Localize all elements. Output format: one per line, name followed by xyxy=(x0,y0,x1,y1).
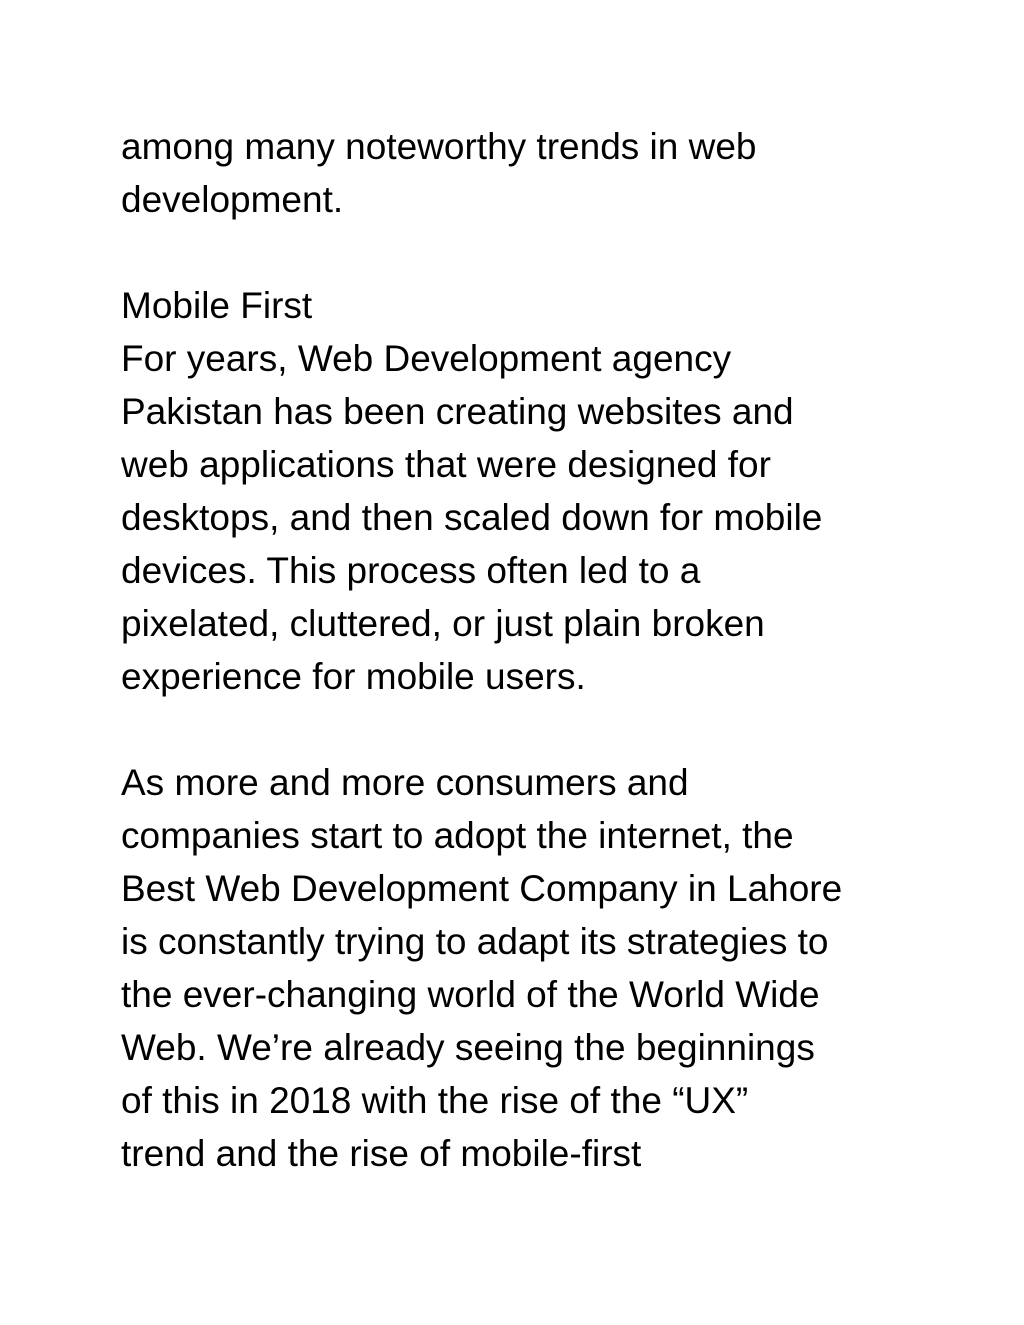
text-line: As more and more consumers and xyxy=(121,762,689,803)
paragraph-consumers xyxy=(121,756,921,1180)
section-heading: Mobile First xyxy=(121,285,313,326)
paragraph-spacer xyxy=(121,226,921,279)
text-line: among many noteworthy trends in web xyxy=(121,126,757,167)
text-line: desktops, and then scaled down for mobile xyxy=(121,497,823,538)
text-line: For years, Web Development agency xyxy=(121,338,732,379)
text-line: pixelated, cluttered, or just plain broken xyxy=(121,603,765,644)
text-line: Best Web Development Company in Lahore xyxy=(121,868,843,909)
text-line: devices. This process often led to a xyxy=(121,550,701,591)
text-line: Pakistan has been creating websites and xyxy=(121,391,794,432)
text-line: experience for mobile users. xyxy=(121,656,586,697)
text-line: trend and the rise of mobile-first xyxy=(121,1133,642,1174)
text-line: is constantly trying to adapt its strategies to xyxy=(121,921,829,962)
paragraph-spacer xyxy=(121,703,921,756)
text-line: of this in 2018 with the rise of the “UX” xyxy=(121,1080,749,1121)
text-line: development. xyxy=(121,179,344,220)
paragraph-mobile-first xyxy=(121,332,921,703)
text-line: the ever-changing world of the World Wide xyxy=(121,974,820,1015)
text-line: companies start to adopt the internet, the xyxy=(121,815,794,856)
text-line: web applications that were designed for xyxy=(121,444,771,485)
text-line: Web. We’re already seeing the beginnings xyxy=(121,1027,815,1068)
document-body xyxy=(121,120,921,1180)
intro-paragraph xyxy=(121,120,921,226)
